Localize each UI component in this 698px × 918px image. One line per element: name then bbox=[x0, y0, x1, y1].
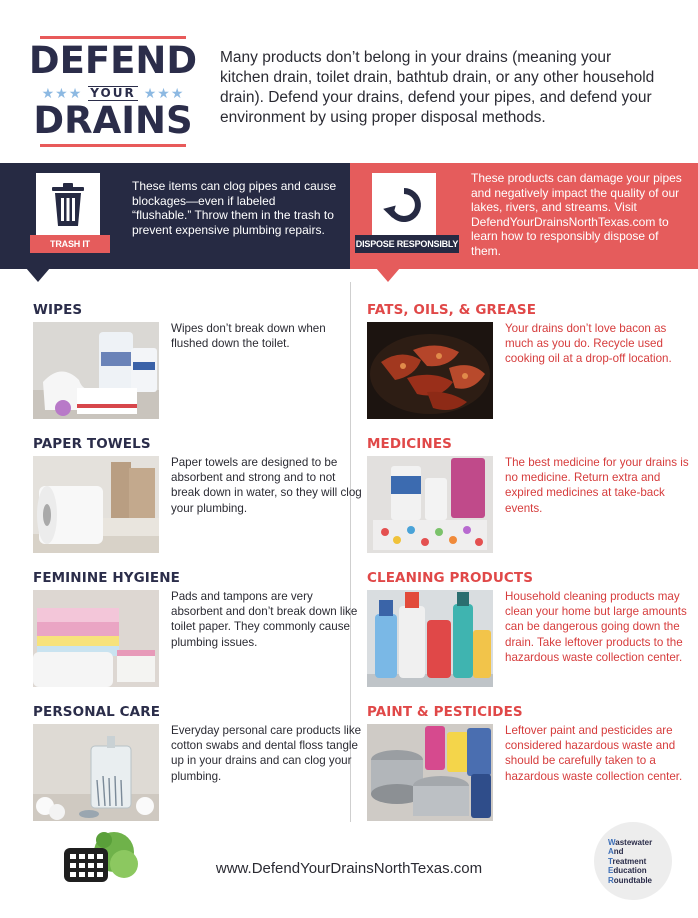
item-title: PAPER TOWELS bbox=[33, 436, 151, 452]
paper-towels-photo bbox=[33, 456, 159, 553]
recycle-arrow-icon bbox=[372, 173, 436, 237]
item-paper-towels bbox=[33, 436, 363, 566]
intro-paragraph: Many products don’t belong in your drains (meaning your kitchen drain, toilet drain, bathtub drain, or any other household drain). Defend your drains, defend your pipes, and defend your environment by using proper disposal methods. bbox=[220, 49, 655, 126]
disposal-banner bbox=[0, 163, 698, 269]
item-description: Your drains don’t love bacon as much as you do. Recycle used cooking oil at a drop-off location. bbox=[505, 322, 672, 366]
item-description: The best medicine for your drains is no medicine. Return extra and expired medicines at take-back events. bbox=[505, 456, 689, 515]
logo-bottom-rule bbox=[40, 144, 186, 147]
fats-oils-grease-photo bbox=[367, 322, 493, 419]
item-description: Household cleaning products may clean your home but large amounts can be dangerous going down the drain. Take leftover products to the hazardous waste collection center. bbox=[505, 590, 687, 664]
item-description: Paper towels are designed to be absorbent and strong and to not break down in water, so they will clog your plumbing. bbox=[171, 456, 362, 515]
logo-word-defend: DEFEND bbox=[28, 39, 198, 82]
logo-stars-left: ★★★ bbox=[41, 85, 83, 101]
defend-your-drains-logo bbox=[28, 36, 198, 148]
item-personal-care bbox=[33, 704, 363, 834]
item-medicines bbox=[367, 436, 697, 566]
item-fats-oils-grease bbox=[367, 302, 697, 432]
trash-can-icon bbox=[36, 173, 100, 237]
north-texas-partner-logo bbox=[58, 828, 138, 890]
item-title: MEDICINES bbox=[367, 436, 452, 452]
trash-panel-pointer bbox=[26, 268, 50, 282]
waterdb-word: Education bbox=[608, 866, 647, 876]
trash-it-tag: TRASH IT bbox=[30, 235, 110, 253]
item-wipes bbox=[33, 302, 363, 432]
dispose-panel-pointer bbox=[376, 268, 400, 282]
medicines-photo bbox=[367, 456, 493, 553]
logo-word-your: YOUR bbox=[90, 85, 136, 100]
item-paint-pesticides bbox=[367, 704, 697, 834]
item-title: WIPES bbox=[33, 302, 83, 318]
item-description: Leftover paint and pesticides are considered hazardous waste and should be carefully taken to a hazardous waste collection center. bbox=[505, 724, 683, 783]
personal-care-photo bbox=[33, 724, 159, 821]
item-description: Pads and tampons are very absorbent and don’t break down like toilet paper. They commonly cause plumbing issues. bbox=[171, 590, 358, 649]
dispose-responsibly-description: These products can damage your pipes and negatively impact the quality of our lakes, rivers, and streams. Visit DefendYourDrainsNorthTexas.com to learn how to responsibly dispose of them. bbox=[471, 171, 682, 258]
item-feminine-hygiene bbox=[33, 570, 363, 700]
paint-pesticides-photo bbox=[367, 724, 493, 821]
waterdb-word: And bbox=[608, 847, 624, 857]
item-title: PAINT & PESTICIDES bbox=[367, 704, 523, 720]
logo-stars-right: ★★★ bbox=[143, 85, 185, 101]
item-cleaning-products bbox=[367, 570, 697, 700]
waterdb-logo-text bbox=[608, 838, 678, 885]
website-url[interactable]: www.DefendYourDrainsNorthTexas.com bbox=[215, 860, 483, 877]
item-title: FEMININE HYGIENE bbox=[33, 570, 180, 586]
item-title: CLEANING PRODUCTS bbox=[367, 570, 534, 586]
dispose-responsibly-tag: DISPOSE RESPONSIBLY bbox=[355, 235, 459, 253]
cleaning-products-photo bbox=[367, 590, 493, 687]
waterdb-word: Wastewater bbox=[608, 838, 653, 847]
item-title: PERSONAL CARE bbox=[33, 704, 161, 720]
wipes-photo bbox=[33, 322, 159, 419]
item-title: FATS, OILS, & GREASE bbox=[367, 302, 537, 318]
waterdb-word: Treatment bbox=[608, 856, 647, 866]
item-description: Wipes don’t break down when flushed down the toilet. bbox=[171, 322, 326, 351]
trash-it-description: These items can clog pipes and cause blockages—even if labeled “flushable.” Throw them in the trash to prevent expensive plumbing repairs. bbox=[132, 179, 337, 237]
item-description: Everyday personal care products like cotton swabs and dental floss tangle up in your drains and can clog your plumbing. bbox=[171, 724, 362, 783]
waterdb-word: Roundtable bbox=[608, 875, 652, 885]
feminine-hygiene-photo bbox=[33, 590, 159, 687]
logo-word-drains: DRAINS bbox=[33, 99, 193, 142]
